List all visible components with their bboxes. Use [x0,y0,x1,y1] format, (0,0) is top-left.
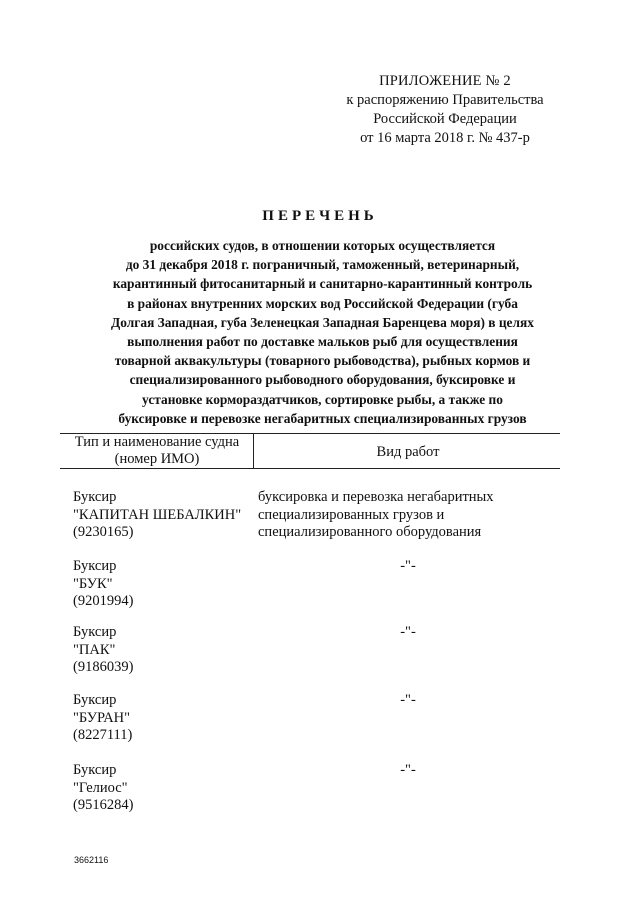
ditto-mark: -"- [400,624,416,640]
ditto-mark: -"- [400,692,416,708]
vessel-cell [73,624,253,677]
work-cell [258,489,528,542]
work-line: специализированного оборудования [258,524,482,540]
vessel-imo: (9186039) [73,659,134,675]
appendix-line-government: Российской Федерации [373,111,517,127]
appendix-line-date: от 16 марта 2018 г. № 437-р [360,130,530,146]
subtitle-line: российских судов, в отношении которых осуществляется [149,238,496,253]
subtitle-line: в районах внутренних морских вод Российской Федерации (губа [127,295,518,311]
table-header-bottom-rule [60,468,560,469]
subtitle-line: Долгая Западная, губа Зеленецкая Западная Баренцева моря) в целях [111,314,534,330]
vessel-cell [73,762,253,815]
vessel-name: "БУРАН" [73,709,131,726]
vessel-name: "КАПИТАН ШЕБАЛКИН" [73,506,242,523]
appendix-number: ПРИЛОЖЕНИЕ № 2 [379,73,511,89]
vessel-cell [73,692,253,745]
vessel-type: Буксир [73,692,117,708]
appendix-line-order: к распоряжению Правительства [346,92,544,108]
appendix-header [330,72,560,148]
vessel-type: Буксир [73,489,117,505]
vessel-imo: (9516284) [73,797,134,813]
ditto-mark: -"- [400,762,416,778]
column-header-work: Вид работ [376,444,440,460]
document-title: ПЕРЕЧЕНЬ [262,208,378,224]
vessel-type: Буксир [73,762,117,778]
vessel-imo: (8227111) [73,727,133,743]
vessel-cell [73,558,253,611]
vessel-name: "Гелиос" [73,779,128,796]
work-line: буксировка и перевозка негабаритных [258,489,494,505]
column-header-vessel-line: (номер ИМО) [114,451,200,467]
work-line: специализированных грузов и [258,506,445,523]
ditto-mark: -"- [400,558,416,574]
vessel-cell [73,489,253,542]
table-header-divider [253,433,254,468]
subtitle-line: установке кормораздатчиков, сортировке рыбы, а также по [142,391,503,407]
vessel-name: "ПАК" [73,641,116,658]
column-header-vessel [62,434,252,468]
subtitle-line: буксировке и перевозке негабаритных специализированных грузов [118,410,527,426]
vessel-type: Буксир [73,558,117,574]
vessel-name: "БУК" [73,575,113,592]
subtitle-line: до 31 декабря 2018 г. пограничный, таможенный, ветеринарный, [125,257,520,273]
vessel-imo: (9230165) [73,524,134,540]
vessel-type: Буксир [73,624,117,640]
vessel-imo: (9201994) [73,593,134,609]
subtitle-line: карантинный фитосанитарный и санитарно-карантинный контроль [112,276,533,292]
subtitle-line: специализированного рыбоводного оборудования, буксировке и [129,372,516,388]
document-code: 3662116 [74,855,109,865]
column-header-vessel-line: Тип и наименование судна [74,434,240,450]
subtitle-line: выполнения работ по доставке мальков рыб для осуществления [127,334,518,350]
subtitle-line: товарной аквакультуры (товарного рыбоводства), рыбных кормов и [114,353,531,369]
document-subtitle [70,236,575,428]
